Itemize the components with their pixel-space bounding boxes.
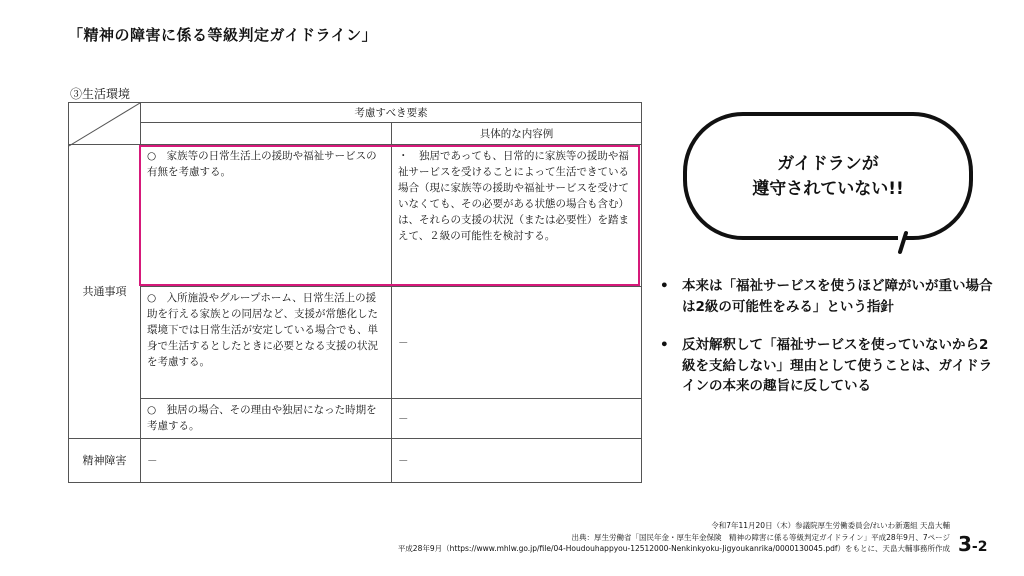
row3-example: － — [392, 399, 642, 439]
guideline-table — [68, 102, 642, 483]
bullet-text: 反対解釈して「福祉サービスを使っていないから2級を支給しない」理由として使うことは、ガイドラインの本来の趣旨に反している — [682, 337, 993, 394]
callout-line-2: 遵守されていない!! — [752, 179, 904, 199]
bullet-list — [658, 276, 998, 415]
row1-element: ○ 家族等の日常生活上の援助や福祉サービスの有無を考慮する。 — [141, 145, 392, 287]
diagonal-line — [69, 103, 141, 147]
source-footer — [398, 520, 950, 555]
row2-element: ○ 入所施設やグループホーム、日常生活上の援助を行える家族との同居など、支援が常態化した環境下では日常生活が安定している場合でも、単身で生活するとしたときに必要となる支援の状況を考慮する。 — [141, 287, 392, 399]
row2-example: － — [392, 287, 642, 399]
callout-text — [687, 152, 969, 202]
page-number-sub: -2 — [971, 539, 988, 555]
row4-element: － — [141, 439, 392, 483]
bullet-dot: • — [660, 337, 669, 353]
diagonal-header-cell — [69, 103, 141, 145]
speech-bubble — [683, 112, 973, 240]
header-elements: 考慮すべき要素 — [141, 103, 642, 123]
speech-bubble-tail — [893, 230, 913, 256]
bullet-item — [658, 335, 998, 397]
row-label-mental: 精神障害 — [69, 439, 141, 483]
footer-line-3: 平成28年9月（https://www.mhlw.go.jp/file/04-Houdouhappyou-12512000-Nenkinkyoku-Jigyoukanrika/0000130045.pdf）をもとに、天畠大輔事務所作成 — [397, 544, 950, 553]
page-title: 「精神の障害に係る等級判定ガイドライン」 — [68, 26, 378, 44]
section-label: ③生活環境 — [70, 87, 131, 101]
page-number-main: 3 — [958, 532, 972, 556]
bullet-dot: • — [660, 278, 669, 294]
row4-example: － — [392, 439, 642, 483]
header-spacer — [141, 123, 392, 145]
footer-line-2: 出典：厚生労働省「国民年金・厚生年金保険 精神の障害に係る等級判定ガイドライン」平成28年9月、7ページ — [571, 532, 950, 542]
row3-element: ○ 独居の場合、その理由や独居になった時期を考慮する。 — [141, 399, 392, 439]
bullet-item — [658, 276, 998, 317]
footer-line-1: 令和7年11月20日（木）参議院厚生労働委員会/れいわ新選組 天畠大輔 — [711, 521, 950, 530]
bullet-text: 本来は「福祉サービスを使うほど障がいが重い場合は2級の可能性をみる」という指針 — [682, 278, 993, 315]
header-examples: 具体的な内容例 — [392, 123, 642, 145]
page-number — [958, 532, 987, 556]
callout-line-1: ガイドランが — [777, 154, 879, 174]
row1-example: ・ 独居であっても、日常的に家族等の援助や福祉サービスを受けることによって生活できている場合（現に家族等の援助や福祉サービスを受けていなくても、その必要がある状態の場合も含む）は、それらの支援の状況（または必要性）を踏まえて、２級の可能性を検討する。 — [392, 145, 642, 287]
row-label-common: 共通事項 — [69, 145, 141, 439]
